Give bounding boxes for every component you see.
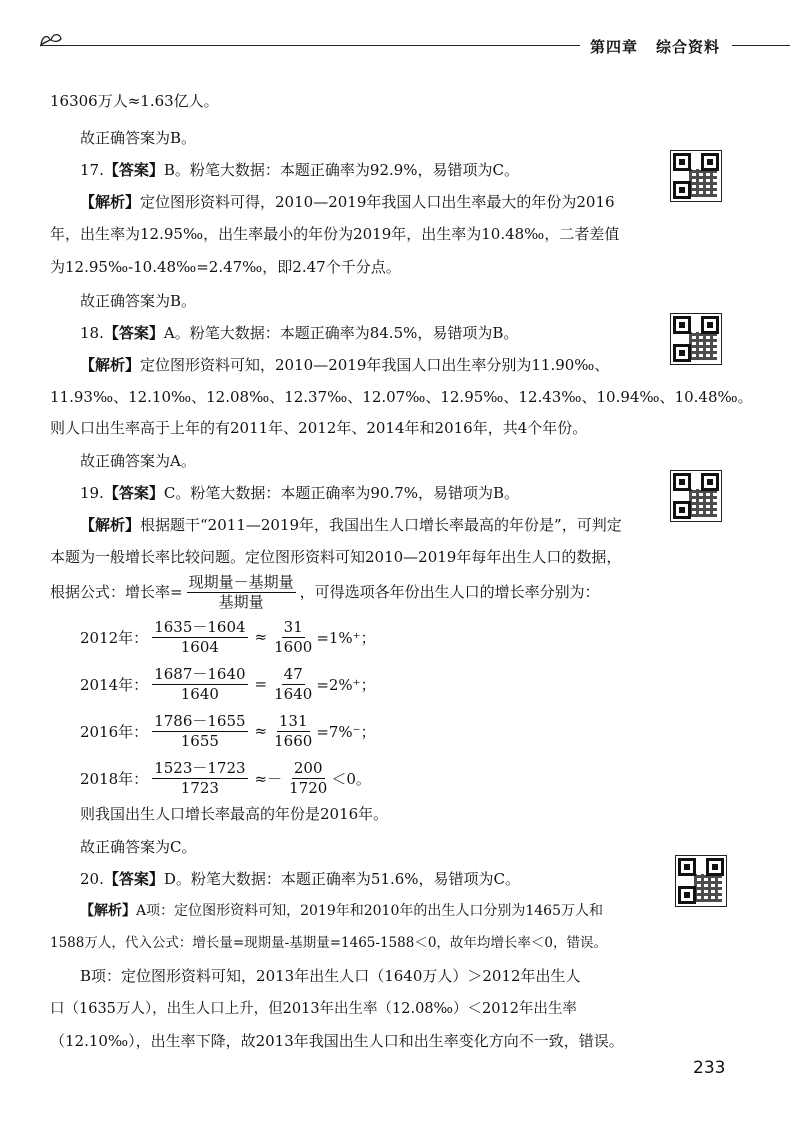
- text-line: 口（1635万人），出生人口上升，但2013年出生率（12.08‰）＜2012年出生率: [50, 1001, 577, 1017]
- fraction-denominator: 1723: [180, 778, 219, 797]
- fraction-numerator: 1786－1655: [154, 711, 246, 730]
- analysis-19: [80, 515, 622, 535]
- text-line: 16306万人≈1.63亿人。: [50, 92, 219, 110]
- calc-fraction: [152, 618, 247, 657]
- calc-result: =2%⁺；: [316, 675, 376, 694]
- section-title: 综合资料: [656, 38, 721, 56]
- question-number: 19.: [80, 484, 104, 502]
- analysis-17: [80, 192, 615, 212]
- analysis-tag: 【解析】: [80, 356, 141, 374]
- calculation-row: [80, 756, 371, 800]
- question-number: 17.: [80, 161, 104, 179]
- calculation-row: [80, 709, 376, 753]
- calc-fraction: [274, 618, 312, 657]
- text-line: 11.93‰、12.10‰、12.08‰、12.37‰、12.07‰、12.95‰、12.43‰、10.94‰、10.48‰。: [50, 388, 753, 406]
- qr-code-19[interactable]: [670, 470, 722, 522]
- header-rule-right: [732, 45, 790, 46]
- fraction-denominator: 1655: [180, 731, 219, 750]
- text-line: 年，出生率为12.95‰，出生率最小的年份为2019年，出生率为10.48‰，二者差值: [50, 225, 620, 243]
- text-line: A项：定位图形资料可知，2019年和2010年的出生人口分别为1465万人和: [136, 903, 603, 919]
- question-18-answer: [80, 323, 518, 343]
- fraction-denominator: 基期量: [218, 592, 264, 611]
- text-line: 则人口出生率高于上年的有2011年、2012年、2014年和2016年，共4个年份。: [50, 419, 588, 437]
- calc-operator: ≈: [254, 722, 268, 740]
- answer-option: C。: [163, 484, 191, 502]
- calc-year: 2016年：: [80, 722, 149, 741]
- fraction-numerator: 131: [278, 711, 308, 730]
- analysis-tag: 【解析】: [80, 516, 141, 534]
- text-line: 故正确答案为C。: [80, 838, 197, 856]
- qr-code-18[interactable]: [670, 313, 722, 365]
- calc-operator: =: [254, 675, 268, 693]
- answer-option: D。: [163, 870, 191, 888]
- fraction-numerator: 31: [283, 617, 303, 636]
- text-line: （12.10‰），出生率下降，故2013年我国出生人口和出生率变化方向不一致，错误。: [50, 1032, 624, 1050]
- calc-fraction: [152, 712, 247, 751]
- text-line: 故正确答案为B。: [80, 129, 197, 147]
- question-number: 18.: [80, 324, 104, 342]
- text-line: 故正确答案为B。: [80, 292, 197, 310]
- analysis-20: [80, 901, 603, 921]
- calc-result: =1%⁺；: [316, 628, 376, 647]
- calc-result: =7%⁻；: [316, 722, 376, 741]
- answer-option: B。: [163, 161, 190, 179]
- fraction-denominator: 1604: [180, 637, 219, 656]
- calculation-row: [80, 662, 376, 706]
- text-line: 定位图形资料可得，2010—2019年我国人口出生率最大的年份为2016: [140, 193, 615, 211]
- leaf-icon: [38, 30, 64, 50]
- fraction-numerator: 现期量－基期量: [188, 572, 294, 591]
- calc-year: 2012年：: [80, 628, 149, 647]
- calc-year: 2018年：: [80, 769, 149, 788]
- calc-fraction: [289, 759, 327, 798]
- calc-result: ＜0。: [331, 769, 371, 788]
- qr-code-17[interactable]: [670, 150, 722, 202]
- stats-text: 粉笔大数据：本题正确率为51.6%，易错项为C。: [190, 870, 521, 888]
- header-rule-left: [40, 45, 580, 46]
- calc-fraction: [152, 665, 247, 704]
- question-20-answer: [80, 869, 520, 889]
- fraction-numerator: 47: [283, 664, 303, 683]
- fraction-denominator: 1660: [274, 731, 313, 750]
- fraction-numerator: 200: [293, 758, 323, 777]
- page-number: 233: [693, 1058, 726, 1078]
- stats-text: 粉笔大数据：本题正确率为90.7%，易错项为B。: [190, 484, 520, 502]
- answer-tag: 【答案】: [103, 324, 164, 342]
- calc-year: 2014年：: [80, 675, 149, 694]
- text-line: 1588万人，代入公式：增长量=现期量-基期量=1465-1588＜0，故年均增长率＜0，错误。: [50, 935, 607, 951]
- fraction-numerator: 1635－1604: [154, 617, 246, 636]
- analysis-tag: 【解析】: [80, 903, 136, 919]
- fraction-numerator: 1523－1723: [154, 758, 246, 777]
- formula-line: [50, 570, 600, 614]
- fraction-numerator: 1687－1640: [154, 664, 246, 683]
- answer-option: A。: [163, 324, 190, 342]
- growth-rate-fraction: [187, 573, 296, 612]
- fraction-denominator: 1600: [274, 637, 313, 656]
- calc-operator: ≈: [254, 628, 268, 646]
- question-17-answer: [80, 160, 519, 180]
- answer-tag: 【答案】: [103, 161, 164, 179]
- chapter-header: [590, 36, 720, 57]
- text-line: B项：定位图形资料可知，2013年出生人口（1640万人）＞2012年出生人: [80, 967, 581, 985]
- analysis-tag: 【解析】: [80, 193, 141, 211]
- calc-fraction: [274, 665, 312, 704]
- stats-text: 粉笔大数据：本题正确率为92.9%，易错项为C。: [189, 161, 520, 179]
- qr-code-20[interactable]: [675, 855, 727, 907]
- formula-suffix: ，可得选项各年份出生人口的增长率分别为：: [299, 583, 600, 601]
- question-number: 20.: [80, 870, 104, 888]
- question-19-answer: [80, 483, 519, 503]
- answer-tag: 【答案】: [103, 870, 164, 888]
- text-line: 故正确答案为A。: [80, 452, 196, 470]
- fraction-denominator: 1640: [180, 684, 219, 703]
- text-line: 定位图形资料可知，2010—2019年我国人口出生率分别为11.90‰、: [140, 356, 610, 374]
- text-line: 根据题干“2011—2019年，我国出生人口增长率最高的年份是”，可判定: [140, 516, 622, 534]
- text-line: 本题为一般增长率比较问题。定位图形资料可知2010—2019年每年出生人口的数据，: [50, 548, 622, 566]
- analysis-18: [80, 355, 609, 375]
- stats-text: 粉笔大数据：本题正确率为84.5%，易错项为B。: [189, 324, 519, 342]
- calc-operator: ≈－: [254, 769, 283, 788]
- chapter-title: 第四章: [590, 38, 639, 56]
- calculation-row: [80, 615, 376, 659]
- answer-tag: 【答案】: [103, 484, 164, 502]
- formula-prefix: 根据公式：增长率=: [50, 583, 183, 601]
- fraction-denominator: 1640: [274, 684, 313, 703]
- fraction-denominator: 1720: [289, 778, 328, 797]
- text-line: 为12.95‰-10.48‰=2.47‰，即2.47个千分点。: [50, 258, 401, 276]
- text-line: 则我国出生人口增长率最高的年份是2016年。: [80, 805, 389, 823]
- calc-fraction: [152, 759, 247, 798]
- calc-fraction: [274, 712, 312, 751]
